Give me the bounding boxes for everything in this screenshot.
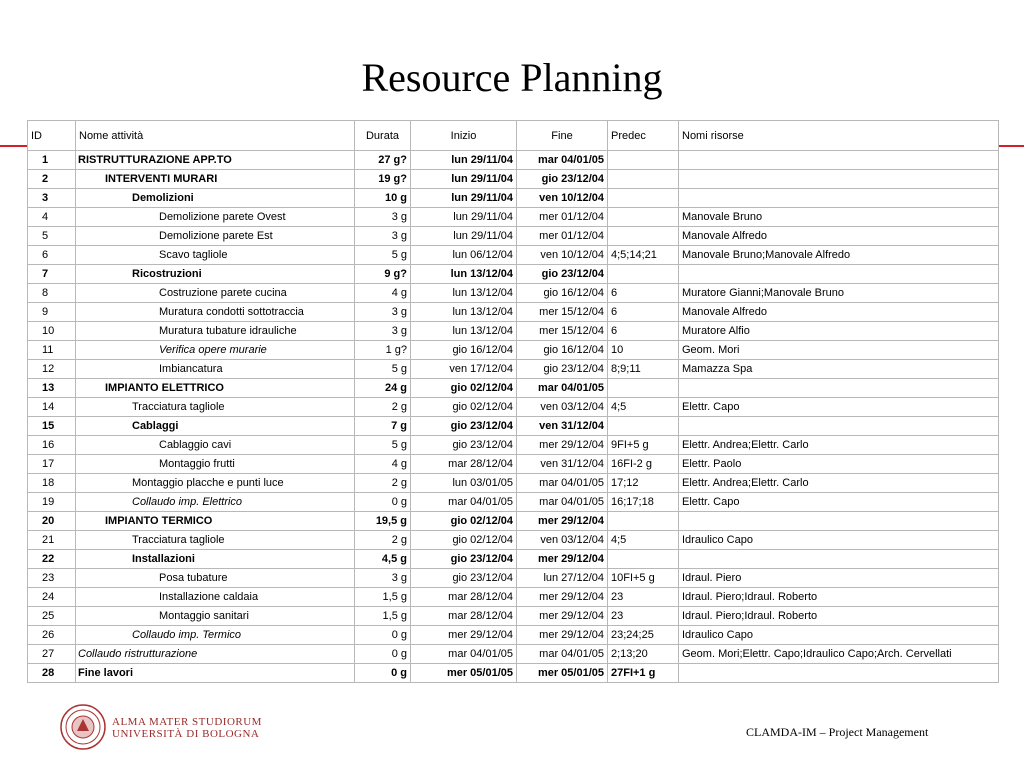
cell-name: IMPIANTO TERMICO	[76, 512, 355, 531]
cell-end: ven 31/12/04	[517, 417, 608, 436]
cell-duration: 19 g?	[355, 170, 411, 189]
cell-end: mer 01/12/04	[517, 208, 608, 227]
cell-duration: 2 g	[355, 398, 411, 417]
cell-id: 27	[28, 645, 76, 664]
cell-duration: 5 g	[355, 246, 411, 265]
cell-end: mar 04/01/05	[517, 474, 608, 493]
table-row	[28, 645, 999, 664]
cell-name: Installazione caldaia	[76, 588, 355, 607]
cell-start: ven 17/12/04	[411, 360, 517, 379]
cell-predecessors: 6	[608, 303, 679, 322]
cell-id: 26	[28, 626, 76, 645]
cell-start: mar 28/12/04	[411, 455, 517, 474]
cell-predecessors: 16FI-2 g	[608, 455, 679, 474]
cell-resources	[679, 550, 999, 569]
table-row	[28, 398, 999, 417]
cell-id: 6	[28, 246, 76, 265]
cell-resources	[679, 379, 999, 398]
cell-id: 14	[28, 398, 76, 417]
cell-end: mer 29/12/04	[517, 512, 608, 531]
cell-id: 9	[28, 303, 76, 322]
cell-start: lun 13/12/04	[411, 322, 517, 341]
cell-duration: 2 g	[355, 474, 411, 493]
cell-duration: 0 g	[355, 664, 411, 683]
cell-id: 15	[28, 417, 76, 436]
header-predec: Predec	[608, 121, 679, 151]
cell-duration: 2 g	[355, 531, 411, 550]
cell-duration: 10 g	[355, 189, 411, 208]
cell-end: mer 15/12/04	[517, 303, 608, 322]
table-row	[28, 379, 999, 398]
cell-resources: Geom. Mori;Elettr. Capo;Idraulico Capo;Arch. Cervellati	[679, 645, 999, 664]
cell-resources: Elettr. Paolo	[679, 455, 999, 474]
table-row	[28, 569, 999, 588]
cell-duration: 3 g	[355, 303, 411, 322]
cell-predecessors: 9FI+5 g	[608, 436, 679, 455]
table-row	[28, 341, 999, 360]
cell-duration: 1,5 g	[355, 607, 411, 626]
cell-start: mar 04/01/05	[411, 493, 517, 512]
cell-resources: Idraulico Capo	[679, 626, 999, 645]
cell-end: gio 23/12/04	[517, 265, 608, 284]
cell-predecessors	[608, 379, 679, 398]
cell-end: gio 23/12/04	[517, 170, 608, 189]
table-row	[28, 607, 999, 626]
cell-resources: Elettr. Capo	[679, 398, 999, 417]
header-inizio: Inizio	[411, 121, 517, 151]
cell-start: gio 02/12/04	[411, 512, 517, 531]
cell-name: Tracciatura tagliole	[76, 531, 355, 550]
cell-duration: 5 g	[355, 436, 411, 455]
cell-duration: 4,5 g	[355, 550, 411, 569]
cell-name: Cablaggi	[76, 417, 355, 436]
cell-predecessors: 6	[608, 284, 679, 303]
cell-predecessors	[608, 151, 679, 170]
cell-start: gio 23/12/04	[411, 569, 517, 588]
cell-end: mer 29/12/04	[517, 550, 608, 569]
cell-predecessors: 4;5	[608, 398, 679, 417]
cell-end: ven 03/12/04	[517, 398, 608, 417]
cell-resources: Manovale Alfredo	[679, 303, 999, 322]
cell-predecessors	[608, 189, 679, 208]
cell-end: ven 31/12/04	[517, 455, 608, 474]
cell-resources: Idraul. Piero;Idraul. Roberto	[679, 588, 999, 607]
table-row	[28, 455, 999, 474]
cell-predecessors	[608, 265, 679, 284]
cell-name: Montaggio frutti	[76, 455, 355, 474]
cell-end: mer 29/12/04	[517, 607, 608, 626]
cell-end: mar 04/01/05	[517, 151, 608, 170]
cell-duration: 4 g	[355, 284, 411, 303]
footer-text: CLAMDA-IM – Project Management	[746, 725, 929, 739]
cell-start: lun 06/12/04	[411, 246, 517, 265]
cell-resources: Elettr. Capo	[679, 493, 999, 512]
cell-name: Fine lavori	[76, 664, 355, 683]
cell-id: 17	[28, 455, 76, 474]
cell-start: mar 28/12/04	[411, 588, 517, 607]
cell-end: ven 10/12/04	[517, 189, 608, 208]
cell-end: lun 27/12/04	[517, 569, 608, 588]
table-row	[28, 227, 999, 246]
cell-resources: Manovale Bruno;Manovale Alfredo	[679, 246, 999, 265]
university-seal-icon	[60, 704, 106, 750]
table-row	[28, 284, 999, 303]
cell-id: 5	[28, 227, 76, 246]
table-body	[28, 151, 999, 683]
cell-resources: Idraul. Piero	[679, 569, 999, 588]
table-row	[28, 246, 999, 265]
cell-resources: Geom. Mori	[679, 341, 999, 360]
cell-start: lun 13/12/04	[411, 303, 517, 322]
cell-start: lun 13/12/04	[411, 265, 517, 284]
cell-id: 25	[28, 607, 76, 626]
cell-resources	[679, 265, 999, 284]
cell-start: gio 02/12/04	[411, 531, 517, 550]
table-row	[28, 664, 999, 683]
table-row	[28, 436, 999, 455]
cell-predecessors: 2;13;20	[608, 645, 679, 664]
table-row	[28, 531, 999, 550]
cell-end: ven 10/12/04	[517, 246, 608, 265]
cell-duration: 27 g?	[355, 151, 411, 170]
cell-start: gio 16/12/04	[411, 341, 517, 360]
cell-name: Collaudo imp. Termico	[76, 626, 355, 645]
cell-name: Installazioni	[76, 550, 355, 569]
cell-resources: Idraul. Piero;Idraul. Roberto	[679, 607, 999, 626]
cell-id: 2	[28, 170, 76, 189]
cell-id: 24	[28, 588, 76, 607]
header-nomi-risorse: Nomi risorse	[679, 121, 999, 151]
cell-resources: Elettr. Andrea;Elettr. Carlo	[679, 474, 999, 493]
cell-id: 22	[28, 550, 76, 569]
cell-predecessors: 4;5;14;21	[608, 246, 679, 265]
cell-duration: 0 g	[355, 493, 411, 512]
cell-predecessors	[608, 227, 679, 246]
cell-name: Posa tubature	[76, 569, 355, 588]
cell-start: lun 29/11/04	[411, 151, 517, 170]
cell-start: lun 29/11/04	[411, 189, 517, 208]
cell-id: 19	[28, 493, 76, 512]
cell-duration: 19,5 g	[355, 512, 411, 531]
left-accent-rule	[0, 145, 27, 147]
cell-name: IMPIANTO ELETTRICO	[76, 379, 355, 398]
cell-predecessors	[608, 550, 679, 569]
cell-name: RISTRUTTURAZIONE APP.TO	[76, 151, 355, 170]
cell-name: Montaggio placche e punti luce	[76, 474, 355, 493]
cell-duration: 1,5 g	[355, 588, 411, 607]
cell-name: Imbiancatura	[76, 360, 355, 379]
table-row	[28, 474, 999, 493]
cell-name: Collaudo ristrutturazione	[76, 645, 355, 664]
table-header-row	[28, 121, 999, 151]
cell-start: lun 29/11/04	[411, 208, 517, 227]
cell-resources: Manovale Bruno	[679, 208, 999, 227]
cell-id: 18	[28, 474, 76, 493]
cell-predecessors: 8;9;11	[608, 360, 679, 379]
cell-end: mer 01/12/04	[517, 227, 608, 246]
cell-resources: Manovale Alfredo	[679, 227, 999, 246]
cell-end: mer 29/12/04	[517, 626, 608, 645]
right-accent-rule	[998, 145, 1024, 147]
cell-name: Ricostruzioni	[76, 265, 355, 284]
cell-end: mar 04/01/05	[517, 379, 608, 398]
cell-id: 7	[28, 265, 76, 284]
logo-text-line1: ALMA MATER STUDIORUM	[112, 716, 262, 728]
cell-end: mer 05/01/05	[517, 664, 608, 683]
cell-start: lun 03/01/05	[411, 474, 517, 493]
cell-duration: 7 g	[355, 417, 411, 436]
table-row	[28, 550, 999, 569]
cell-id: 20	[28, 512, 76, 531]
cell-name: Scavo tagliole	[76, 246, 355, 265]
cell-resources	[679, 170, 999, 189]
cell-id: 1	[28, 151, 76, 170]
cell-duration: 3 g	[355, 208, 411, 227]
cell-resources	[679, 151, 999, 170]
table-row	[28, 322, 999, 341]
cell-resources: Muratore Alfio	[679, 322, 999, 341]
cell-predecessors	[608, 512, 679, 531]
cell-start: mar 04/01/05	[411, 645, 517, 664]
cell-predecessors	[608, 208, 679, 227]
cell-resources	[679, 189, 999, 208]
cell-id: 21	[28, 531, 76, 550]
cell-predecessors: 10FI+5 g	[608, 569, 679, 588]
table-row	[28, 170, 999, 189]
cell-predecessors: 10	[608, 341, 679, 360]
table-row	[28, 626, 999, 645]
cell-end: mer 15/12/04	[517, 322, 608, 341]
cell-name: Costruzione parete cucina	[76, 284, 355, 303]
cell-predecessors: 6	[608, 322, 679, 341]
cell-name: Demolizioni	[76, 189, 355, 208]
cell-predecessors: 23	[608, 588, 679, 607]
cell-duration: 3 g	[355, 227, 411, 246]
table-row	[28, 588, 999, 607]
cell-resources	[679, 417, 999, 436]
table-row	[28, 265, 999, 284]
cell-duration: 5 g	[355, 360, 411, 379]
cell-id: 3	[28, 189, 76, 208]
cell-duration: 0 g	[355, 645, 411, 664]
cell-end: gio 23/12/04	[517, 360, 608, 379]
cell-name: Verifica opere murarie	[76, 341, 355, 360]
table-row	[28, 303, 999, 322]
cell-id: 11	[28, 341, 76, 360]
cell-duration: 1 g?	[355, 341, 411, 360]
cell-predecessors: 27FI+1 g	[608, 664, 679, 683]
header-nome-attivita: Nome attività	[76, 121, 355, 151]
cell-name: Cablaggio cavi	[76, 436, 355, 455]
cell-name: Demolizione parete Est	[76, 227, 355, 246]
cell-predecessors: 16;17;18	[608, 493, 679, 512]
cell-id: 16	[28, 436, 76, 455]
cell-duration: 9 g?	[355, 265, 411, 284]
cell-start: mar 28/12/04	[411, 607, 517, 626]
cell-resources: Muratore Gianni;Manovale Bruno	[679, 284, 999, 303]
cell-name: INTERVENTI MURARI	[76, 170, 355, 189]
cell-id: 4	[28, 208, 76, 227]
cell-end: mer 29/12/04	[517, 588, 608, 607]
cell-end: mar 04/01/05	[517, 645, 608, 664]
cell-id: 10	[28, 322, 76, 341]
header-id: ID	[28, 121, 76, 151]
cell-predecessors	[608, 170, 679, 189]
table-row	[28, 208, 999, 227]
cell-name: Muratura condotti sottotraccia	[76, 303, 355, 322]
cell-name: Tracciatura tagliole	[76, 398, 355, 417]
slide-title: Resource Planning	[361, 55, 663, 100]
cell-end: gio 16/12/04	[517, 341, 608, 360]
table-row	[28, 493, 999, 512]
table-row	[28, 512, 999, 531]
cell-start: gio 23/12/04	[411, 417, 517, 436]
logo-text-line2: UNIVERSITÀ DI BOLOGNA	[112, 728, 260, 740]
cell-id: 12	[28, 360, 76, 379]
cell-name: Muratura tubature idrauliche	[76, 322, 355, 341]
cell-predecessors	[608, 417, 679, 436]
cell-duration: 3 g	[355, 322, 411, 341]
cell-end: mer 29/12/04	[517, 436, 608, 455]
cell-start: lun 29/11/04	[411, 170, 517, 189]
table-row	[28, 417, 999, 436]
cell-end: mar 04/01/05	[517, 493, 608, 512]
cell-duration: 0 g	[355, 626, 411, 645]
cell-start: lun 13/12/04	[411, 284, 517, 303]
cell-id: 23	[28, 569, 76, 588]
cell-id: 28	[28, 664, 76, 683]
cell-resources	[679, 664, 999, 683]
university-logo	[60, 704, 310, 754]
cell-duration: 4 g	[355, 455, 411, 474]
cell-predecessors: 23	[608, 607, 679, 626]
table-row	[28, 151, 999, 170]
cell-name: Montaggio sanitari	[76, 607, 355, 626]
cell-resources: Idraulico Capo	[679, 531, 999, 550]
cell-predecessors: 23;24;25	[608, 626, 679, 645]
cell-id: 13	[28, 379, 76, 398]
cell-start: mer 05/01/05	[411, 664, 517, 683]
cell-start: mer 29/12/04	[411, 626, 517, 645]
cell-start: gio 02/12/04	[411, 379, 517, 398]
cell-start: lun 29/11/04	[411, 227, 517, 246]
table-row	[28, 360, 999, 379]
cell-start: gio 02/12/04	[411, 398, 517, 417]
cell-name: Collaudo imp. Elettrico	[76, 493, 355, 512]
resource-planning-table	[27, 120, 999, 683]
header-durata: Durata	[355, 121, 411, 151]
cell-name: Demolizione parete Ovest	[76, 208, 355, 227]
cell-id: 8	[28, 284, 76, 303]
cell-end: ven 03/12/04	[517, 531, 608, 550]
cell-duration: 3 g	[355, 569, 411, 588]
header-fine: Fine	[517, 121, 608, 151]
cell-start: gio 23/12/04	[411, 436, 517, 455]
resource-table-container	[27, 120, 998, 688]
cell-resources: Elettr. Andrea;Elettr. Carlo	[679, 436, 999, 455]
cell-start: gio 23/12/04	[411, 550, 517, 569]
cell-resources: Mamazza Spa	[679, 360, 999, 379]
table-row	[28, 189, 999, 208]
cell-resources	[679, 512, 999, 531]
cell-end: gio 16/12/04	[517, 284, 608, 303]
cell-predecessors: 4;5	[608, 531, 679, 550]
cell-predecessors: 17;12	[608, 474, 679, 493]
cell-duration: 24 g	[355, 379, 411, 398]
